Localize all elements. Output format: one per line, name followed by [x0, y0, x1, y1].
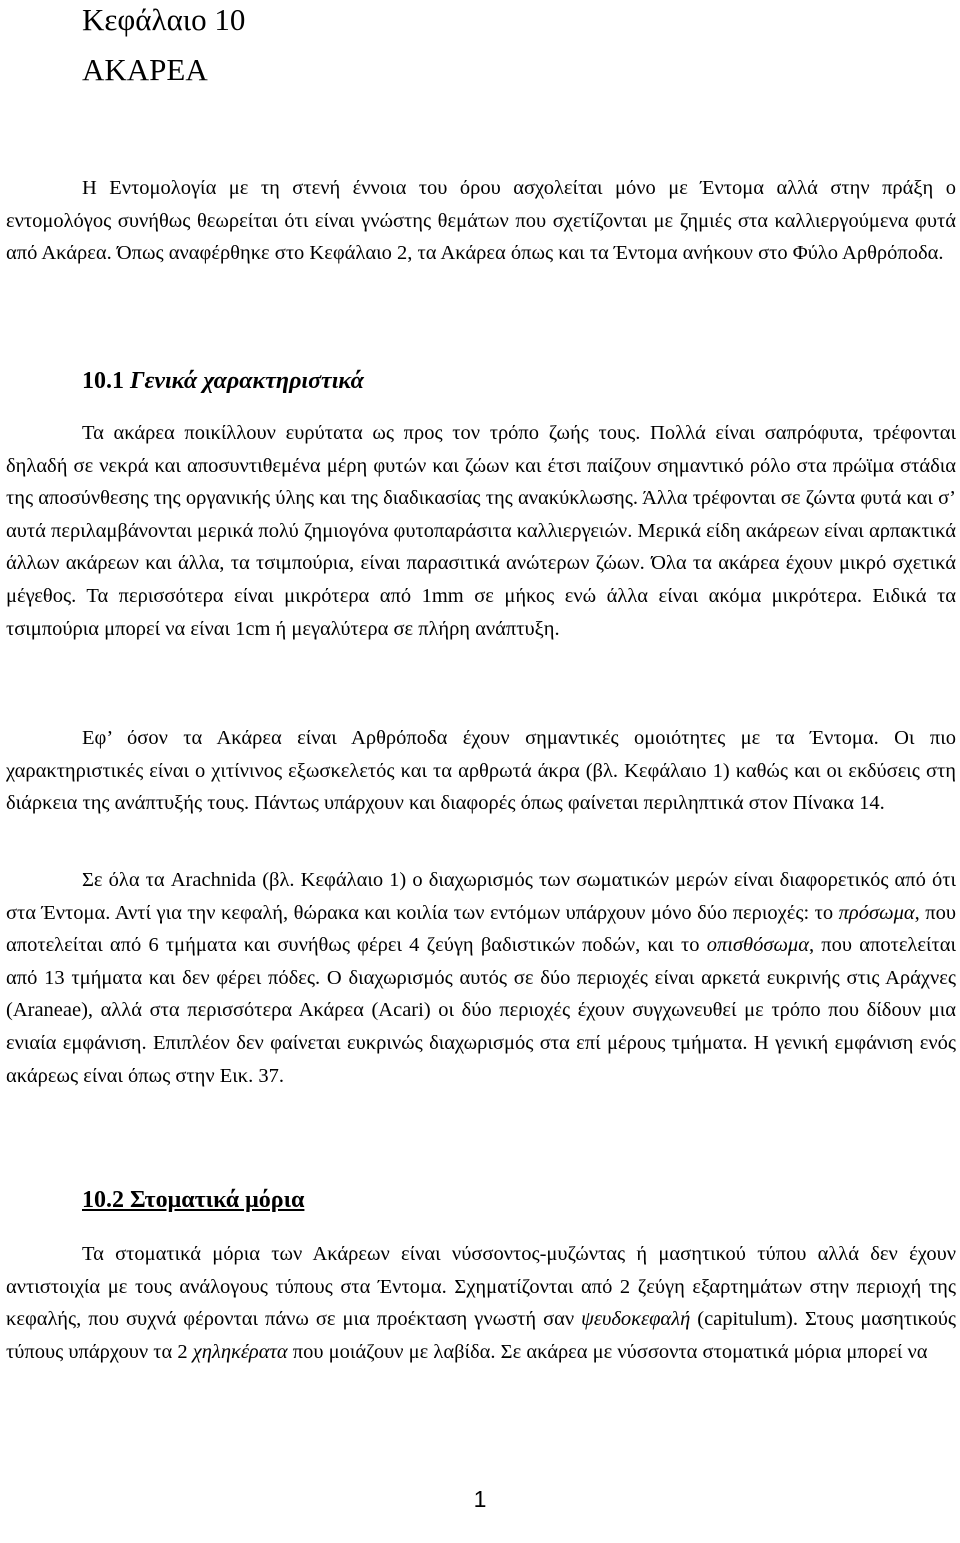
intro-paragraph: Η Εντομολογία με τη στενή έννοια του όρου ασχολείται μόνο με Έντομα αλλά στην πράξη ο εντομολόγος συνήθως θεωρείται ότι είναι γνώστης θεμάτων που σχετίζονται με ζημιές στα καλλιεργούμενα φυτά από Ακάρεα. Όπως αναφέρθηκε στο Κεφάλαιο 2, τα Ακάρεα όπως και τα Έντομα ανήκουν στο Φύλο Αρθρόποδα.	[6, 177, 956, 265]
section-2-number: 10.2	[82, 1187, 124, 1213]
term-chelicerae: χηληκέρατα	[192, 1340, 288, 1363]
chapter-name: ΑΚΑΡΕΑ	[82, 52, 208, 87]
section-1-paragraph-3	[6, 864, 956, 1092]
paragraph-text: , που αποτελείται από 6 τμήματα και συνήθως φέρει 4 ζεύγη βαδιστικών ποδών, και το	[6, 901, 957, 957]
paragraph-text: (capitulum). Στους μασητικούς τύπους υπάρχουν τα 2	[6, 1308, 956, 1363]
paragraph-text: Σε όλα τα Arachnida (βλ. Κεφάλαιο 1) ο διαχωρισμός των σωματικών μερών είναι διαφορετικός από ότι στα Έντομα. Αντί για την κεφαλή, θώρακα και κοιλία των εντόμων υπάρχουν μόνο δύο περιοχές: το	[6, 869, 956, 924]
section-heading-2	[82, 1185, 304, 1215]
paragraph-text: που μοιάζουν με λαβίδα. Σε ακάρεα με νύσσοντα στοματικά μόρια μπορεί να	[287, 1340, 928, 1363]
section-1-title: Γενικά χαρακτηριστικά	[130, 368, 364, 394]
section-heading-1	[82, 366, 364, 396]
term-pseudocephale: ψευδοκεφαλή	[581, 1308, 691, 1331]
section-2-title: Στοματικά μόρια	[130, 1187, 305, 1213]
term-opisthosoma: οπισθόσωμα	[706, 934, 809, 957]
section-1-paragraph-1: Τα ακάρεα ποικίλλουν ευρύτατα ως προς τον τρόπο ζωής τους. Πολλά είναι σαπρόφυτα, τρέφονται δηλαδή σε νεκρά και αποσυντιθεμένα μέρη φυτών και ζώων και έτσι παίζουν σημαντικό ρόλο στα πρώϊμα στάδια της αποσύνθεσης της οργανικής ύλης και της διαδικασίας της ανακύκλωσης. Άλλα τρέφονται σε ζώντα φυτά και σ’ αυτά περιλαμβάνονται μερικά πολύ ζημιογόνα φυτοπαράσιτα καλλιεργειών. Μερικά είδη ακάρεων είναι αρπακτικά άλλων ακάρεων και άλλα, τα τσιμπούρια, είναι παρασιτικά ανώτερων ζώων. Όλα τα ακάρεα έχουν μικρό σχετικά μέγεθος. Τα περισσότερα είναι μικρότερα από 1mm σε μήκος ενώ άλλα είναι ακόμα μικρότερα. Ειδικά τα τσιμπούρια μπορεί να είναι 1cm ή μεγαλύτερα σε πλήρη ανάπτυξη.	[6, 422, 956, 640]
section-1-paragraph-2: Εφ’ όσον τα Ακάρεα είναι Αρθρόποδα έχουν σημαντικές ομοιότητες με τα Έντομα. Οι πιο χαρακτηριστικές είναι ο χιτίνινος εξωσκελετός και τα αρθρωτά άκρα (βλ. Κεφάλαιο 1) καθώς και οι εκδύσεις στη διάρκεια της ανάπτυξής τους. Πάντως υπάρχουν και διαφορές όπως φαίνεται περιληπτικά στον Πίνακα 14.	[6, 727, 956, 815]
term-prosoma: πρόσωμα	[838, 901, 915, 924]
section-1-number: 10.1	[82, 368, 124, 394]
paragraph-text: , που αποτελείται από 13 τμήματα και δεν φέρει πόδες. Ο διαχωρισμός αυτός σε δύο περιοχές είναι αρκετά ευκρινής στις Αράχνες (Araneae), αλλά στα περισσότερα Ακάρεα (Acari) οι δύο περιοχές έχουν συγχωνευθεί με τρόπο που δίδουν μια ενιαία εμφάνιση. Επιπλέον δεν φαίνεται ευκρινώς διαχωρισμός στα επί μέρους τμήματα. Η γενική εμφάνιση ενός ακάρεως είναι όπως στην Εικ. 37.	[6, 934, 956, 1087]
paragraph-text: Τα στοματικά μόρια των Ακάρεων είναι νύσσοντος-μυζώντας ή μασητικού τύπου αλλά δεν έχουν αντιστοιχία με τους ανάλογους τύπους στα Έντομα. Σχηματίζονται από 2 ζεύγη εξαρτημάτων στην περιοχή της κεφαλής, που συχνά φέρονται πάνω σε μια προέκταση γνωστή σαν	[6, 1243, 956, 1331]
section-2-paragraph-1	[6, 1238, 956, 1368]
page-number: 1	[473, 1486, 487, 1512]
chapter-number-title: Κεφάλαιο 10	[82, 2, 246, 37]
